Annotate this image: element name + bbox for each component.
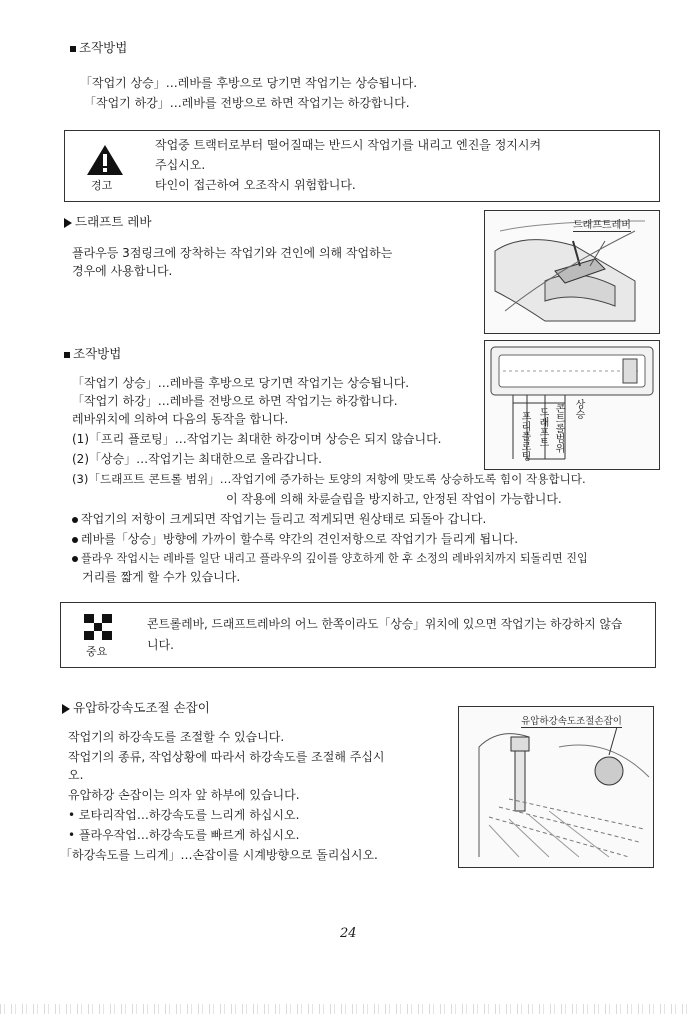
figure-label: 상승 — [573, 399, 584, 419]
text-line: (2)「상승」…작업기는 최대한으로 올라갑니다. — [72, 452, 322, 466]
text-line: 작업기의 종류, 작업상황에 따라서 하강속도를 조절해 주십시 — [68, 750, 385, 764]
text-line: 오. — [68, 768, 84, 782]
text-line: 「작업기 상승」…레바를 후방으로 당기면 작업기는 상승됩니다. — [80, 76, 418, 90]
section-heading-operation: 조작방법 — [70, 38, 127, 56]
section-heading-draft-lever: 드래프트 레바 — [64, 212, 151, 230]
lever-guide-illustration — [485, 341, 659, 469]
page-number: 24 — [340, 926, 357, 941]
list-item: 레바를「상승」방향에 가까이 할수록 약간의 견인저항으로 작업기가 들리게 됩니다. — [72, 530, 518, 548]
draft-lever-figure — [484, 210, 660, 334]
square-bullet-icon — [64, 352, 70, 358]
warning-box — [64, 130, 660, 202]
round-bullet-icon — [72, 556, 78, 562]
list-item: • 로타리작업…하강속도를 느리게 하십시오. — [68, 808, 300, 822]
text-line: (3)「드래프트 콘트롤 범위」…작업기에 증가하는 토양의 저항에 맞도록 상승하도록 힘이 작용합니다. — [72, 472, 586, 486]
important-text: 콘트롤레바, 드래프트레바의 어느 한쪽이라도「상승」위치에 있으면 작업기는 하강하지 않습 — [147, 617, 623, 631]
warning-block — [85, 143, 125, 193]
round-bullet-icon — [72, 537, 78, 543]
warning-text: 작업중 트랙터로부터 떨어질때는 반드시 작업기를 내리고 엔진을 정지시켜 — [155, 138, 542, 152]
triangle-bullet-icon — [62, 704, 70, 714]
square-bullet-icon — [70, 46, 76, 52]
figure-label: 콘트롤범위 — [553, 403, 564, 453]
text-line: 이 작용에 의해 차륜슬립을 방지하고, 안정된 작업이 가능합니다. — [226, 492, 562, 506]
hydraulic-knob-illustration — [459, 707, 653, 867]
lever-position-figure — [484, 340, 660, 470]
text-line: 유압하강 손잡이는 의자 앞 하부에 있습니다. — [68, 788, 300, 802]
text-line: 「작업기 하강」…레바를 전방으로 하면 작업기는 하강합니다. — [72, 394, 398, 408]
warning-label: 경고 — [91, 179, 113, 192]
figure-label: 드래프트 — [537, 407, 548, 447]
warning-text: 타인이 접근하여 오조작시 위험합니다. — [155, 178, 356, 192]
text-line: 플라우등 3점링크에 장착하는 작업기와 견인에 의해 작업하는 — [72, 246, 393, 260]
triangle-bullet-icon — [64, 218, 72, 228]
important-cross-icon — [83, 613, 113, 641]
important-label: 중요 — [86, 645, 108, 658]
text-line: (1)「프리 플로팅」…작업기는 최대한 하강이며 상승은 되지 않습니다. — [72, 432, 442, 446]
hydraulic-knob-figure — [458, 706, 654, 868]
warning-triangle-icon — [85, 143, 125, 177]
important-box — [60, 602, 656, 668]
important-block — [83, 613, 117, 661]
text-line: 경우에 사용합니다. — [72, 264, 173, 278]
figure-label: 드래프트레버 — [573, 216, 631, 232]
section-heading-operation: 조작방법 — [64, 344, 121, 362]
text-line: 레바위치에 의하여 다음의 동작을 합니다. — [72, 412, 289, 426]
list-item: • 플라우작업…하강속도를 빠르게 하십시오. — [68, 828, 300, 842]
figure-label: 유압하강속도조절손잡이 — [521, 713, 622, 728]
list-item: 플라우 작업시는 레바를 일단 내리고 플라우의 깊이를 양호하게 한 후 소정의 레바위치까지 되돌리면 진입 — [72, 550, 588, 568]
warning-text: 주십시오. — [155, 158, 206, 172]
section-heading-hydraulic-knob: 유압하강속도조절 손잡이 — [62, 698, 210, 716]
text-line: 「작업기 하강」…레바를 전방으로 하면 작업기는 하강합니다. — [84, 96, 410, 110]
text-line: 작업기의 하강속도를 조절할 수 있습니다. — [68, 730, 285, 744]
round-bullet-icon — [72, 517, 78, 523]
figure-label: 프리플로팅 — [519, 411, 530, 461]
text-line: 「작업기 상승」…레바를 후방으로 당기면 작업기는 상승됩니다. — [72, 376, 410, 390]
text-line: 거리를 짧게 할 수가 있습니다. — [82, 570, 241, 584]
text-line: 「하강속도를 느리게」…손잡이를 시계방향으로 돌리십시오. — [60, 848, 378, 862]
list-item: 작업기의 저항이 크게되면 작업기는 들리고 적게되면 원상태로 되돌아 갑니다. — [72, 510, 486, 528]
scan-artifact-strip — [0, 1004, 690, 1014]
draft-lever-illustration — [485, 211, 659, 333]
important-text: 니다. — [147, 638, 174, 652]
